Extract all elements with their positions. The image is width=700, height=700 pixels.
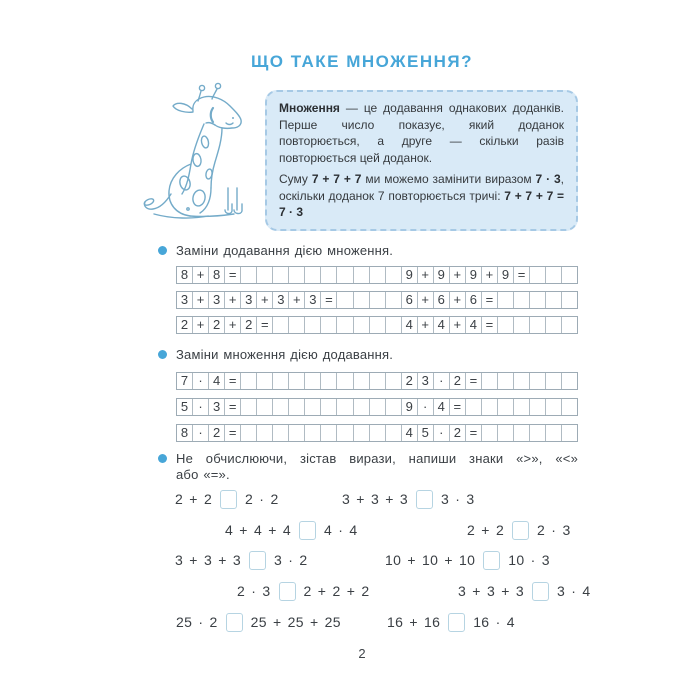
grid-cell-prefilled: 6	[466, 292, 482, 308]
grid-cell-empty	[546, 399, 562, 415]
answer-box	[448, 613, 465, 632]
answer-box	[532, 582, 549, 601]
grid-cell-prefilled: 3	[209, 399, 225, 415]
task1-answer-row-2	[176, 291, 578, 309]
grid-cell-empty	[241, 399, 257, 415]
grid-cell-empty	[498, 399, 514, 415]
grid-cell-empty	[498, 425, 514, 441]
grid-cell-prefilled: 9	[402, 267, 418, 283]
expression-left: 2 + 2	[467, 522, 505, 538]
grid-cell-empty	[321, 399, 337, 415]
grid-cell-prefilled: 2	[209, 317, 225, 333]
grid-cell-prefilled: 9	[466, 267, 482, 283]
definition-text: — це додавання однакових доданків. Перше число показує, який доданок повторюється, а друге — скільки разів повторюється цей доданок.	[279, 101, 564, 165]
grid-cell-empty	[546, 425, 562, 441]
grid-cell-empty	[337, 373, 353, 389]
expression-right: 25 + 25 + 25	[250, 614, 341, 630]
grid-cell-empty	[482, 399, 498, 415]
grid-cell-empty	[498, 373, 514, 389]
grid-cell-prefilled: +	[193, 292, 209, 308]
grid-cell-prefilled: 4	[434, 317, 450, 333]
grid-cell-prefilled: 4	[402, 425, 418, 441]
grid-cell-empty	[530, 317, 546, 333]
grid-cell-empty	[337, 267, 353, 283]
grid-cell-prefilled: ·	[418, 399, 434, 415]
grid-cell-prefilled: ·	[434, 373, 450, 389]
grid-cell-prefilled: 9	[402, 399, 418, 415]
grid-cell-empty	[337, 399, 353, 415]
grid-cell-empty	[562, 292, 577, 308]
grid-cell-prefilled: 6	[402, 292, 418, 308]
grid-cell-empty	[305, 425, 321, 441]
grid-cell-empty	[305, 399, 321, 415]
grid-cell-empty	[370, 292, 386, 308]
grid-cell-prefilled: ·	[193, 425, 209, 441]
grid-cell-prefilled: =	[225, 373, 241, 389]
grid-cell-empty	[482, 373, 498, 389]
task2-answer-row-3	[176, 424, 578, 442]
task2-instruction: Заміни множення дією додавання.	[176, 347, 394, 362]
grid-cell-empty	[498, 292, 514, 308]
grid-cell-empty	[305, 373, 321, 389]
grid-cell-empty	[289, 317, 305, 333]
example-text: ми можемо замінити виразом	[361, 172, 536, 187]
grid-cell-empty	[530, 425, 546, 441]
grid-cell-empty	[354, 317, 370, 333]
grid-cell-empty	[321, 317, 337, 333]
grid-cell-prefilled: 3	[305, 292, 321, 308]
expression-right: 3 · 3	[440, 491, 475, 507]
grid-cell-empty	[386, 425, 402, 441]
bullet-icon	[158, 246, 167, 255]
task2-answer-row-1	[176, 372, 578, 390]
grid-cell-empty	[321, 425, 337, 441]
grid-cell-empty	[321, 267, 337, 283]
grid-cell-prefilled: +	[193, 317, 209, 333]
task1-answer-row-3	[176, 316, 578, 334]
expression-right: 16 · 4	[473, 614, 515, 630]
grid-cell-prefilled: =	[482, 317, 498, 333]
answer-box	[279, 582, 296, 601]
grid-cell-prefilled: 3	[241, 292, 257, 308]
bullet-icon	[158, 350, 167, 359]
grid-cell-empty	[273, 317, 289, 333]
grid-cell-empty	[305, 317, 321, 333]
grid-cell-empty	[386, 267, 402, 283]
grid-cell-prefilled: 2	[241, 317, 257, 333]
grid-cell-prefilled: 2	[450, 425, 466, 441]
task2-answer-row-2	[176, 398, 578, 416]
expression-left: 10 + 10 + 10	[385, 552, 476, 568]
grid-cell-prefilled: =	[257, 317, 273, 333]
grid-cell-empty	[562, 425, 577, 441]
grid-cell-empty	[257, 399, 273, 415]
answer-box	[483, 551, 500, 570]
grid-cell-empty	[514, 373, 530, 389]
answer-box	[226, 613, 243, 632]
grid-cell-prefilled: 8	[177, 267, 193, 283]
comparison-item	[458, 581, 590, 601]
grid-cell-empty	[386, 399, 402, 415]
expression-left: 3 + 3 + 3	[342, 491, 408, 507]
comparison-item	[175, 550, 307, 570]
grid-cell-prefilled: 9	[434, 267, 450, 283]
grid-cell-empty	[354, 399, 370, 415]
grid-cell-empty	[289, 373, 305, 389]
bullet-icon	[158, 454, 167, 463]
page-title: ЩО ТАКЕ МНОЖЕННЯ?	[250, 52, 474, 71]
grid-cell-empty	[562, 317, 577, 333]
definition-callout	[265, 90, 578, 231]
grid-cell-prefilled: 9	[498, 267, 514, 283]
grid-cell-empty	[386, 292, 402, 308]
expression-left: 16 + 16	[387, 614, 441, 630]
answer-box	[249, 551, 266, 570]
grid-cell-prefilled: =	[514, 267, 530, 283]
grid-cell-prefilled: +	[225, 317, 241, 333]
grid-cell-empty	[257, 373, 273, 389]
expression-right: 3 · 4	[556, 583, 591, 599]
grid-cell-empty	[241, 267, 257, 283]
expression-left: 2 + 2	[175, 491, 213, 507]
grid-cell-empty	[337, 425, 353, 441]
grid-cell-empty	[337, 292, 353, 308]
grid-cell-prefilled: ·	[434, 425, 450, 441]
task1-instruction: Заміни додавання дією множення.	[176, 243, 394, 258]
grid-cell-empty	[546, 373, 562, 389]
comparison-item	[342, 489, 474, 509]
grid-cell-prefilled: +	[289, 292, 305, 308]
grid-cell-empty	[466, 399, 482, 415]
example-text: , оскільки доданок 7 повторюється тричі:	[279, 172, 565, 203]
page-number: 2	[358, 646, 366, 661]
comparison-item	[387, 612, 515, 632]
grid-cell-prefilled: 2	[209, 425, 225, 441]
expression-right: 10 · 3	[508, 552, 550, 568]
task3-header	[158, 451, 578, 484]
expression-right: 4 · 4	[323, 522, 358, 538]
grid-cell-empty	[514, 317, 530, 333]
grid-cell-prefilled: =	[450, 399, 466, 415]
grid-cell-empty	[370, 399, 386, 415]
answer-box	[416, 490, 433, 509]
example-product: 7 · 3	[535, 172, 561, 187]
grid-cell-empty	[257, 425, 273, 441]
grid-cell-prefilled: =	[466, 425, 482, 441]
grid-cell-prefilled: 7	[177, 373, 193, 389]
grid-cell-prefilled: 4	[434, 399, 450, 415]
answer-box	[512, 521, 529, 540]
example-text: Суму	[279, 172, 312, 187]
comparison-item	[237, 581, 369, 601]
grid-cell-empty	[354, 292, 370, 308]
comparison-item	[175, 489, 279, 509]
grid-cell-prefilled: 3	[418, 373, 434, 389]
grid-cell-empty	[562, 373, 577, 389]
grid-cell-prefilled: 3	[177, 292, 193, 308]
task3-instruction-line1: Не обчислюючи, зістав вирази, напиши знаки «>», «<»	[176, 451, 578, 466]
grid-cell-prefilled: =	[225, 399, 241, 415]
grid-cell-prefilled: =	[321, 292, 337, 308]
grid-cell-empty	[370, 425, 386, 441]
grid-cell-prefilled: 3	[209, 292, 225, 308]
definition-paragraph	[279, 100, 564, 166]
grid-cell-empty	[562, 267, 577, 283]
grid-cell-empty	[386, 373, 402, 389]
comparison-item	[225, 520, 357, 540]
task2-header	[158, 347, 393, 363]
grid-cell-empty	[273, 399, 289, 415]
grid-cell-empty	[337, 317, 353, 333]
grid-cell-prefilled: +	[257, 292, 273, 308]
grid-cell-empty	[273, 425, 289, 441]
grid-cell-prefilled: =	[466, 373, 482, 389]
grid-cell-prefilled: =	[225, 267, 241, 283]
grid-cell-prefilled: +	[418, 317, 434, 333]
grid-cell-empty	[530, 373, 546, 389]
grid-cell-empty	[289, 425, 305, 441]
grid-cell-prefilled: +	[418, 292, 434, 308]
grid-cell-prefilled: +	[450, 317, 466, 333]
expression-left: 3 + 3 + 3	[458, 583, 524, 599]
grid-cell-prefilled: 6	[434, 292, 450, 308]
grid-cell-empty	[273, 373, 289, 389]
answer-box	[220, 490, 237, 509]
grid-cell-prefilled: 5	[177, 399, 193, 415]
grid-cell-empty	[354, 425, 370, 441]
grid-cell-empty	[530, 399, 546, 415]
giraffe-ossicone-icon	[199, 85, 204, 90]
example-paragraph	[279, 171, 564, 221]
expression-right: 3 · 2	[273, 552, 308, 568]
grid-cell-empty	[354, 373, 370, 389]
grid-cell-empty	[514, 292, 530, 308]
grid-cell-empty	[370, 267, 386, 283]
expression-right: 2 · 3	[537, 522, 571, 538]
grid-cell-empty	[257, 267, 273, 283]
expression-left: 4 + 4 + 4	[225, 522, 291, 538]
grid-cell-prefilled: 4	[209, 373, 225, 389]
grid-cell-empty	[546, 317, 562, 333]
grid-cell-empty	[370, 373, 386, 389]
grid-cell-empty	[321, 373, 337, 389]
giraffe-ossicone-icon	[215, 83, 220, 88]
grid-cell-prefilled: 3	[273, 292, 289, 308]
grid-cell-prefilled: 8	[177, 425, 193, 441]
comparison-item	[467, 520, 571, 540]
grid-cell-empty	[546, 267, 562, 283]
comparison-item	[176, 612, 341, 632]
grid-cell-prefilled: =	[225, 425, 241, 441]
grid-cell-empty	[305, 267, 321, 283]
grid-cell-prefilled: 2	[402, 373, 418, 389]
grid-cell-prefilled: 5	[418, 425, 434, 441]
grid-cell-prefilled: +	[225, 292, 241, 308]
expression-right: 2 · 2	[245, 491, 279, 507]
definition-term: Множення	[279, 101, 340, 115]
grid-cell-empty	[482, 425, 498, 441]
grid-cell-empty	[386, 317, 402, 333]
task1-header	[158, 243, 393, 259]
grid-cell-empty	[562, 399, 577, 415]
expression-left: 3 + 3 + 3	[175, 552, 241, 568]
task1-answer-row-1	[176, 266, 578, 284]
grid-cell-empty	[530, 292, 546, 308]
answer-box	[299, 521, 316, 540]
grid-cell-empty	[241, 425, 257, 441]
grid-cell-prefilled: 4	[466, 317, 482, 333]
grid-cell-prefilled: +	[193, 267, 209, 283]
grid-cell-empty	[530, 267, 546, 283]
grid-cell-prefilled: ·	[193, 373, 209, 389]
grid-cell-prefilled: +	[418, 267, 434, 283]
grid-cell-empty	[498, 317, 514, 333]
comparison-item	[385, 550, 550, 570]
grid-cell-prefilled: 8	[209, 267, 225, 283]
task3-instruction	[176, 451, 578, 484]
grid-cell-empty	[289, 267, 305, 283]
grid-cell-prefilled: 4	[402, 317, 418, 333]
grid-cell-empty	[289, 399, 305, 415]
grid-cell-empty	[514, 425, 530, 441]
grid-cell-prefilled: ·	[193, 399, 209, 415]
giraffe-illustration	[138, 76, 262, 228]
grid-cell-empty	[273, 267, 289, 283]
grid-cell-prefilled: 2	[450, 373, 466, 389]
grid-cell-prefilled: 2	[177, 317, 193, 333]
grid-cell-empty	[514, 399, 530, 415]
grid-cell-empty	[241, 373, 257, 389]
grid-cell-empty	[370, 317, 386, 333]
grid-cell-empty	[546, 292, 562, 308]
expression-left: 25 · 2	[176, 614, 218, 630]
example-sum: 7 + 7 + 7	[311, 172, 362, 187]
grid-cell-prefilled: +	[482, 267, 498, 283]
example-equation: 7 + 7 + 7 = 7 · 3	[279, 188, 565, 220]
task3-instruction-line2: або «=».	[176, 467, 230, 483]
grid-cell-prefilled: +	[450, 267, 466, 283]
expression-right: 2 + 2 + 2	[303, 583, 370, 599]
grid-cell-empty	[354, 267, 370, 283]
grid-cell-prefilled: =	[482, 292, 498, 308]
expression-left: 2 · 3	[237, 583, 271, 599]
grid-cell-prefilled: +	[450, 292, 466, 308]
